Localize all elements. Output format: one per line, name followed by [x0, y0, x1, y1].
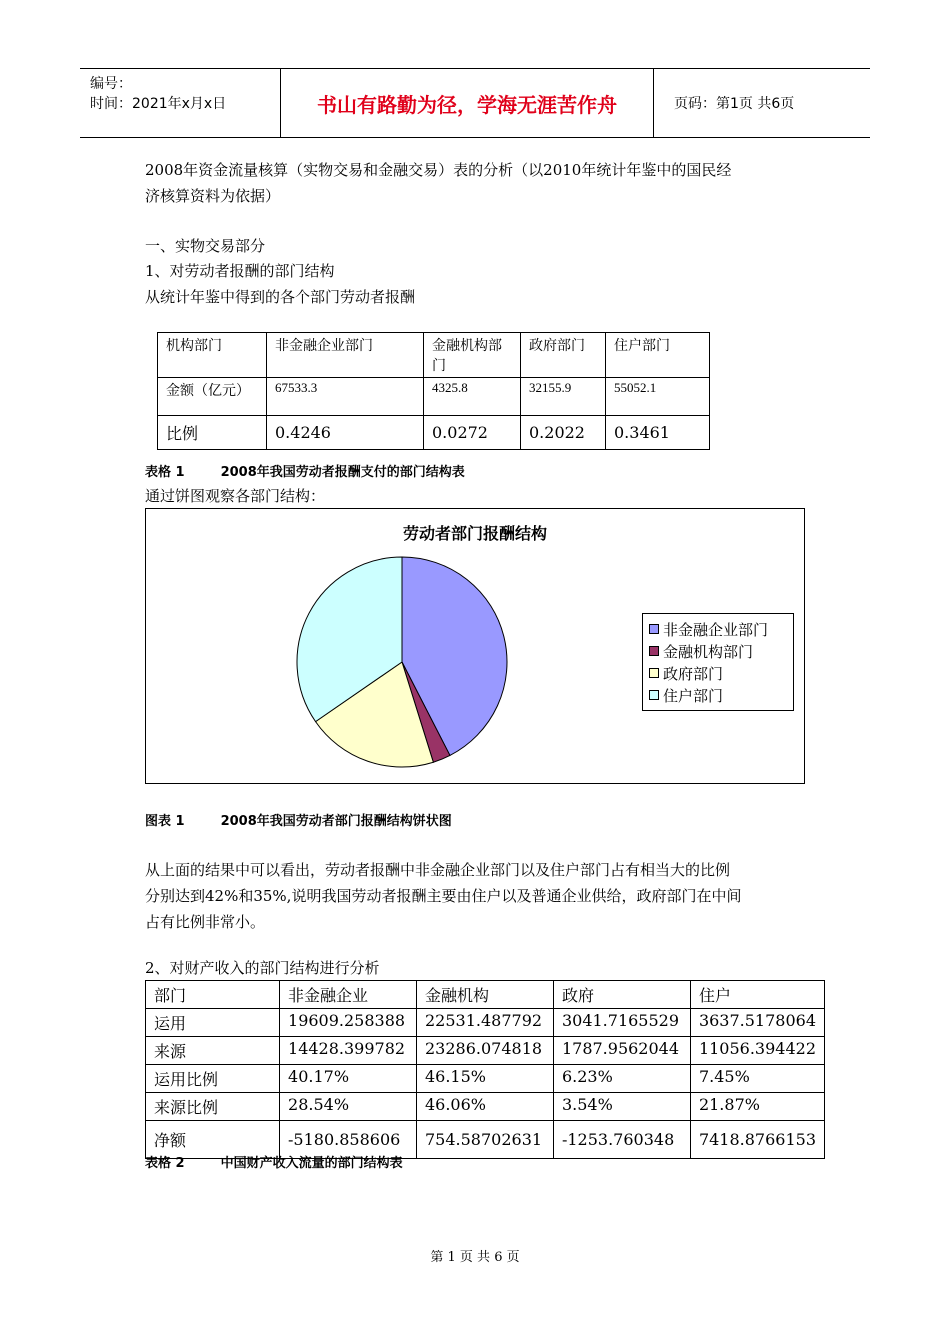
table-cell: 754.58702631 [416, 1121, 553, 1159]
table-cell: 28.54% [280, 1093, 417, 1121]
table-header-row [158, 333, 710, 378]
table-cell: 运用比例 [146, 1065, 280, 1093]
labor-compensation-table [157, 332, 710, 450]
analysis-paragraph [145, 857, 741, 935]
doc-title-line2: 济核算资料为依据） [145, 187, 281, 205]
table-cell: 46.06% [416, 1093, 553, 1121]
table-cell: 比例 [158, 416, 267, 450]
table-cell: 32155.9 [521, 378, 606, 416]
table-row [146, 1065, 825, 1093]
doc-title-line1: 2008年资金流量核算（实物交易和金融交易）表的分析（以2010年统计年鉴中的国民经 [145, 161, 732, 179]
page-header [80, 68, 870, 138]
paragraph-line: 从上面的结果中可以看出，劳动者报酬中非金融企业部门以及住户部门占有相当大的比例 [145, 861, 731, 879]
table-cell: 机构部门 [158, 333, 267, 378]
table-cell: 1787.9562044 [553, 1037, 690, 1065]
table-row [146, 1093, 825, 1121]
table-cell: 政府 [553, 981, 690, 1009]
table-cell: 金额（亿元） [158, 378, 267, 416]
caption-number: 表格 1 [145, 465, 185, 480]
paragraph-line: 分别达到42%和35%,说明我国劳动者报酬主要由住户以及普通企业供给，政府部门在中间 [145, 887, 742, 905]
table-cell: 非金融企业部门 [267, 333, 424, 378]
table-row [146, 1037, 825, 1065]
intro-text-1: 从统计年鉴中得到的各个部门劳动者报酬 [145, 288, 416, 306]
table-cell: 来源 [146, 1037, 280, 1065]
page-info-text: 页码：第1页 共6页 [674, 96, 795, 112]
table-cell: 运用 [146, 1009, 280, 1037]
number-label: 编号： [90, 76, 132, 92]
table-cell: 金融机构部门 [424, 333, 521, 378]
legend-item [649, 618, 768, 640]
chart-title: 劳动者部门报酬结构 [402, 524, 547, 543]
table-cell: 23286.074818 [416, 1037, 553, 1065]
table-row [158, 378, 710, 416]
table-cell: 4325.8 [424, 378, 521, 416]
table-cell: 0.2022 [521, 416, 606, 450]
caption-text: 2008年我国劳动者报酬支付的部门结构表 [220, 465, 465, 480]
table-header-row [146, 981, 825, 1009]
table-cell: 67533.3 [267, 378, 424, 416]
legend-swatch [649, 646, 659, 656]
table-cell: 来源比例 [146, 1093, 280, 1121]
time-label: 时间：2021年x月x日 [90, 96, 227, 112]
pie-chart [145, 508, 805, 784]
legend-item [649, 640, 753, 662]
table-cell: 3637.5178064 [690, 1009, 824, 1037]
table-cell: 0.4246 [267, 416, 424, 450]
caption-text: 中国财产收入流量的部门结构表 [220, 1156, 403, 1171]
table-cell: 22531.487792 [416, 1009, 553, 1037]
table-cell: 40.17% [280, 1065, 417, 1093]
legend-swatch [649, 624, 659, 634]
table-cell: 3041.7165529 [553, 1009, 690, 1037]
legend-item [649, 684, 723, 706]
table-cell: 7.45% [690, 1065, 824, 1093]
header-page-info [664, 69, 870, 137]
table-cell: 住户部门 [606, 333, 710, 378]
table-cell: 7418.8766153 [690, 1121, 824, 1159]
legend-label: 住户部门 [663, 686, 724, 705]
subsection-heading-1: 1、对劳动者报酬的部门结构 [145, 262, 335, 280]
legend-swatch [649, 668, 659, 678]
table-cell: -5180.858606 [280, 1121, 417, 1159]
subsection-heading-2: 2、对财产收入的部门结构进行分析 [145, 959, 380, 977]
legend-label: 政府部门 [663, 664, 724, 683]
table-cell: 0.0272 [424, 416, 521, 450]
header-meta [80, 69, 281, 137]
table-row [146, 1009, 825, 1037]
table-cell: 6.23% [553, 1065, 690, 1093]
table-cell: 14428.399782 [280, 1037, 417, 1065]
table-caption-1 [145, 461, 465, 480]
table-cell: 政府部门 [521, 333, 606, 378]
table-cell: 46.15% [416, 1065, 553, 1093]
table-cell: 非金融企业 [280, 981, 417, 1009]
table-row [158, 416, 710, 450]
caption-number: 图表 1 [145, 814, 185, 829]
paragraph-line: 占有比例非常小。 [145, 913, 266, 931]
table-cell: 11056.394422 [690, 1037, 824, 1065]
legend-swatch [649, 690, 659, 700]
table-cell: 净额 [146, 1121, 280, 1159]
table-cell: 0.3461 [606, 416, 710, 450]
caption-text: 2008年我国劳动者部门报酬结构饼状图 [220, 814, 452, 829]
chart-caption [145, 810, 452, 829]
table-cell: 金融机构 [416, 981, 553, 1009]
chart-legend [642, 613, 794, 711]
header-motto: 书山有路勤为径，学海无涯苦作舟 [281, 69, 654, 137]
section-heading: 一、实物交易部分 [145, 237, 266, 255]
table-cell: 21.87% [690, 1093, 824, 1121]
legend-item [649, 662, 723, 684]
legend-label: 非金融企业部门 [663, 620, 769, 639]
table-cell: 55052.1 [606, 378, 710, 416]
table-cell: 住户 [690, 981, 824, 1009]
caption-number: 表格 2 [145, 1156, 185, 1171]
legend-label: 金融机构部门 [663, 642, 754, 661]
table-caption-2 [145, 1152, 403, 1171]
chart-intro-text: 通过饼图观察各部门结构： [145, 487, 326, 505]
page-footer: 第 1 页 共 6 页 [430, 1250, 520, 1265]
table-cell: 部门 [146, 981, 280, 1009]
table-cell: 19609.258388 [280, 1009, 417, 1037]
property-income-table [145, 980, 825, 1159]
table-cell: 3.54% [553, 1093, 690, 1121]
table-cell: -1253.760348 [553, 1121, 690, 1159]
